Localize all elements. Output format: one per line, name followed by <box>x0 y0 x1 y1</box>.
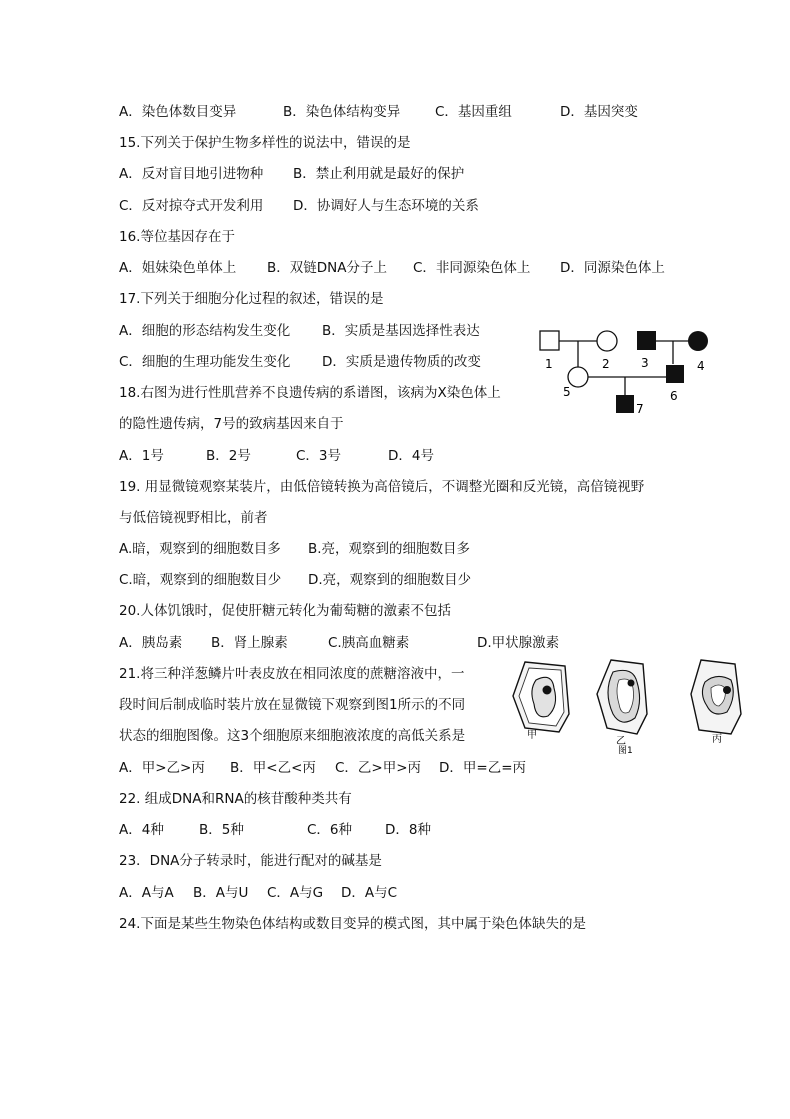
q23-stem: 23．DNA分子转录时，能进行配对的碱基是 <box>119 853 382 869</box>
q15-option-c: C．反对掠夺式开发利用 <box>119 198 264 214</box>
q14-option-a: A．染色体数目变异 <box>119 104 237 120</box>
q23-option-a: A．A与A <box>119 885 174 901</box>
q22-option-b: B．5种 <box>199 822 244 838</box>
q21-option-b: B．甲<乙<丙 <box>230 760 316 776</box>
q14-option-c: C．基因重组 <box>435 104 512 120</box>
pedigree-label-4: 4 <box>697 359 705 373</box>
pedigree-label-7: 7 <box>636 402 644 416</box>
pedigree-individual-5 <box>568 367 588 387</box>
q21-option-c: C．乙>甲>丙 <box>335 760 422 776</box>
pedigree-label-2: 2 <box>602 357 610 371</box>
cell-label-yi: 乙 <box>616 736 626 747</box>
pedigree-label-5: 5 <box>563 385 571 399</box>
pedigree-label-1: 1 <box>545 357 553 371</box>
cell-label-jia: 甲 <box>527 730 537 741</box>
q22-option-c: C．6种 <box>307 822 353 838</box>
q23-option-c: C．A与G <box>267 885 324 901</box>
q20-option-d: D.甲状腺激素 <box>477 635 560 651</box>
q16-stem: 16.等位基因存在于 <box>119 229 235 245</box>
figure-1-onion-cells <box>503 656 755 756</box>
q14-option-b: B．染色体结构变异 <box>283 104 401 120</box>
q19-option-c: C.暗，观察到的细胞数目少 <box>119 572 282 588</box>
q16-option-b: B．双链DNA分子上 <box>267 260 387 276</box>
pedigree-individual-4 <box>688 331 708 351</box>
q18-option-c: C．3号 <box>296 448 342 464</box>
q23-option-b: B．A与U <box>193 885 249 901</box>
q21-option-d: D．甲=乙=丙 <box>439 760 527 776</box>
q16-option-a: A．姐妹染色单体上 <box>119 260 237 276</box>
cell-jia <box>513 662 569 732</box>
q19-option-a: A.暗，观察到的细胞数目多 <box>119 541 281 557</box>
q18-stem-line1: 18.右图为进行性肌营养不良遗传病的系谱图，该病为X染色体上 <box>119 385 501 401</box>
q22-stem: 22. 组成DNA和RNA的核苷酸种类共有 <box>119 791 352 807</box>
q19-option-d: D.亮，观察到的细胞数目少 <box>308 572 472 588</box>
q17-option-a: A．细胞的形态结构发生变化 <box>119 323 291 339</box>
q20-option-c: C.胰高血糖素 <box>328 635 410 651</box>
pedigree-individual-7 <box>616 395 634 413</box>
pedigree-individual-3 <box>637 331 656 350</box>
q15-option-b: B．禁止利用就是最好的保护 <box>293 166 465 182</box>
q19-stem-line1: 19. 用显微镜观察某装片，由低倍镜转换为高倍镜后，不调整光圈和反光镜，高倍镜视野 <box>119 479 645 495</box>
q15-option-a: A．反对盲目地引进物种 <box>119 166 264 182</box>
figure-1-caption: 图1 <box>618 746 633 756</box>
q20-option-a: A．胰岛素 <box>119 635 183 651</box>
q19-stem-line2: 与低倍镜视野相比，前者 <box>119 510 268 526</box>
q17-stem: 17.下列关于细胞分化过程的叙述，错误的是 <box>119 291 384 307</box>
q16-option-d: D．同源染色体上 <box>560 260 665 276</box>
q21-option-a: A．甲>乙>丙 <box>119 760 205 776</box>
q15-stem: 15.下列关于保护生物多样性的说法中，错误的是 <box>119 135 411 151</box>
cell-bing <box>691 660 741 734</box>
pedigree-individual-1 <box>540 331 559 350</box>
q18-option-a: A．1号 <box>119 448 164 464</box>
pedigree-label-6: 6 <box>670 389 678 403</box>
q14-option-d: D．基因突变 <box>560 104 638 120</box>
q15-option-d: D．协调好人与生态环境的关系 <box>293 198 479 214</box>
q21-stem-line3: 状态的细胞图像。这3个细胞原来细胞液浓度的高低关系是 <box>119 728 466 744</box>
q20-stem: 20.人体饥饿时，促使肝糖元转化为葡萄糖的激素不包括 <box>119 603 451 619</box>
q23-option-d: D．A与C <box>341 885 398 901</box>
q24-stem: 24.下面是某些生物染色体结构或数目变异的模式图，其中属于染色体缺失的是 <box>119 916 586 932</box>
q21-stem-line1: 21.将三种洋葱鳞片叶表皮放在相同浓度的蔗糖溶液中，一 <box>119 666 465 682</box>
q22-option-a: A．4种 <box>119 822 164 838</box>
cell-label-bing: 丙 <box>712 734 722 745</box>
pedigree-label-3: 3 <box>641 356 649 370</box>
q17-option-c: C．细胞的生理功能发生变化 <box>119 354 291 370</box>
q18-stem-line2: 的隐性遗传病，7号的致病基因来自于 <box>119 416 344 432</box>
q17-option-d: D．实质是遗传物质的改变 <box>322 354 481 370</box>
q18-option-d: D．4号 <box>388 448 434 464</box>
pedigree-individual-6 <box>666 365 684 383</box>
pedigree-diagram <box>530 318 730 426</box>
q18-option-b: B．2号 <box>206 448 251 464</box>
q17-option-b: B．实质是基因选择性表达 <box>322 323 480 339</box>
q16-option-c: C．非同源染色体上 <box>413 260 531 276</box>
q20-option-b: B．肾上腺素 <box>211 635 288 651</box>
q19-option-b: B.亮，观察到的细胞数目多 <box>308 541 471 557</box>
pedigree-individual-2 <box>597 331 617 351</box>
q21-stem-line2: 段时间后制成临时装片放在显微镜下观察到图1所示的不同 <box>119 697 466 713</box>
cell-yi <box>597 660 647 734</box>
q22-option-d: D．8种 <box>385 822 431 838</box>
